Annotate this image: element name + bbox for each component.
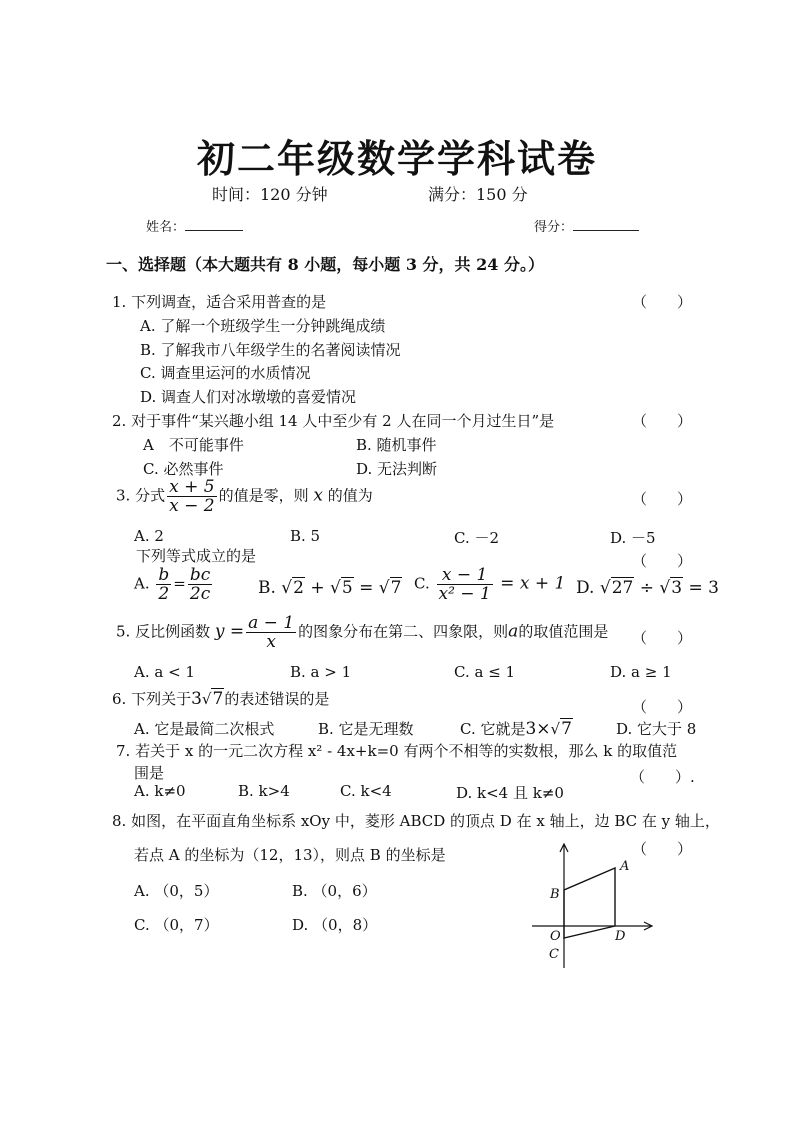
- page-title: 初二年级数学学科试卷: [196, 136, 597, 181]
- q5-option-a[interactable]: A. a < 1: [134, 663, 195, 681]
- q5-denominator: x: [266, 632, 276, 652]
- q4-d-rad2: 3: [671, 578, 683, 598]
- q4-option-d[interactable]: D. √27 ÷ √3 = 3: [576, 578, 719, 598]
- q4-b-label: B.: [258, 578, 276, 598]
- name-label: 姓名：: [146, 220, 186, 235]
- question-8-stem-2: 若点 A 的坐标为（12，13），则点 B 的坐标是: [134, 846, 446, 864]
- answer-paren-8[interactable]: （ ）: [632, 840, 693, 858]
- q8-option-c[interactable]: C. （0，7）: [134, 916, 219, 934]
- q3-option-a[interactable]: A. 2: [134, 527, 164, 545]
- label-a: A: [620, 859, 630, 874]
- score-label: 得分：: [534, 220, 574, 235]
- q3-post: 的值是零，则: [218, 486, 309, 505]
- q4-d-div: ÷: [634, 578, 660, 598]
- question-7-stem: 7. 若关于 x 的一元二次方程 x² - 4x+k=0 有两个不相等的实数根，那么 k 的取值范: [116, 742, 678, 760]
- label-b: B: [550, 887, 560, 902]
- q3-var: x: [313, 485, 323, 506]
- q5-y: y =: [214, 621, 245, 642]
- q4-a-num2: bc: [189, 565, 211, 585]
- q3-post2: 的值为: [327, 486, 373, 505]
- q5-option-b[interactable]: B. a > 1: [290, 663, 352, 681]
- q4-a-frac2: [188, 566, 212, 603]
- q7-option-a[interactable]: A. k≠0: [134, 782, 186, 800]
- q1-option-c[interactable]: C. 调查里运河的水质情况: [140, 364, 311, 382]
- q4-a-num1: b: [158, 565, 170, 585]
- q4-a-label: A.: [134, 574, 150, 593]
- question-3-stem: [116, 478, 373, 515]
- q3-denominator: x − 2: [169, 496, 215, 516]
- q4-option-b[interactable]: B. √2 + √5 = √7: [258, 578, 402, 598]
- q4-b-rad3: 7: [390, 578, 402, 598]
- q4-b-eq: =: [353, 578, 379, 598]
- name-blank[interactable]: [185, 218, 243, 231]
- answer-paren-1[interactable]: （ ）: [632, 293, 693, 311]
- score-blank[interactable]: [573, 218, 639, 231]
- q6-rad: 7: [212, 689, 224, 709]
- q4-c-den: x² − 1: [438, 584, 491, 604]
- answer-paren-6[interactable]: （ ）: [632, 698, 693, 716]
- q5-fraction: [246, 614, 296, 651]
- label-d: D: [615, 929, 626, 944]
- q4-b-rad2: 5: [341, 578, 353, 598]
- q4-c-frac: [437, 566, 493, 603]
- q8-option-d[interactable]: D. （0，8）: [292, 916, 378, 934]
- q6-coef: 3: [191, 689, 202, 709]
- q4-option-c[interactable]: [414, 566, 565, 603]
- q7-option-c[interactable]: C. k<4: [340, 782, 392, 800]
- q5-option-d[interactable]: D. a ≥ 1: [610, 663, 672, 681]
- q8-option-a[interactable]: A. （0，5）: [134, 882, 219, 900]
- q2-option-a[interactable]: A 不可能事件: [143, 436, 244, 454]
- q5-numerator: a − 1: [248, 613, 295, 633]
- q3-fraction: [167, 478, 216, 515]
- rhombus-abcd: [564, 868, 615, 938]
- q3-option-d[interactable]: D. －5: [610, 529, 656, 547]
- q7-option-b[interactable]: B. k>4: [238, 782, 290, 800]
- q2-option-c[interactable]: C. 必然事件: [143, 460, 224, 478]
- score-field[interactable]: [534, 216, 639, 235]
- answer-paren-5[interactable]: （ ）: [632, 629, 693, 647]
- q4-d-rad1: 27: [611, 578, 634, 598]
- q3-numerator: x + 5: [169, 477, 215, 497]
- q7-option-d[interactable]: D. k<4 且 k≠0: [456, 784, 564, 802]
- q6-c-pre: C. 它就是: [460, 720, 526, 738]
- section-heading: 一、选择题（本大题共有 8 小题，每小题 3 分，共 24 分。）: [106, 255, 544, 274]
- q8-option-b[interactable]: B. （0，6）: [292, 882, 377, 900]
- q4-option-a[interactable]: A. $\frac{b}{2}$ = $\frac{bc}{2c}$: [134, 565, 211, 604]
- q5-var: a: [508, 621, 519, 642]
- question-6-stem: 6. 下列关于3√7的表述错误的是: [112, 689, 330, 709]
- q4-c-num: x − 1: [437, 566, 493, 585]
- q4-a-den2: 2c: [189, 584, 211, 604]
- q6-option-d[interactable]: D. 它大于 8: [616, 720, 697, 738]
- q4-a-frac1: [156, 566, 171, 603]
- answer-paren-7[interactable]: （ ）.: [630, 768, 695, 786]
- q2-option-b[interactable]: B. 随机事件: [356, 436, 437, 454]
- label-o: O: [550, 929, 561, 944]
- q3-option-b[interactable]: B. 5: [290, 527, 321, 545]
- q1-option-a[interactable]: A. 了解一个班级学生一分钟跳绳成绩: [140, 317, 386, 335]
- question-8-stem: 8. 如图，在平面直角坐标系 xOy 中，菱形 ABCD 的顶点 D 在 x 轴上，边 BC 在 y 轴上，: [112, 812, 720, 830]
- q5-post: 的图象分布在第二、四象限，则: [298, 622, 509, 641]
- q6-c-coef: 3×: [525, 719, 551, 739]
- q1-option-d[interactable]: D. 调查人们对冰墩墩的喜爱情况: [140, 388, 357, 406]
- q1-option-b[interactable]: B. 了解我市八年级学生的名著阅读情况: [140, 341, 401, 359]
- q3-prefix: 3. 分式: [116, 486, 166, 505]
- question-5-stem: [116, 614, 608, 651]
- q6-option-c[interactable]: C. 它就是3×√7: [460, 719, 572, 739]
- exam-total-score: 满分：150 分: [428, 185, 528, 204]
- q6-option-b[interactable]: B. 它是无理数: [318, 720, 414, 738]
- question-1-stem: 1. 下列调查，适合采用普查的是: [112, 293, 327, 311]
- label-c: C: [549, 947, 559, 962]
- question-2-stem: 2. 对于事件“某兴趣小组 14 人中至少有 2 人在同一个月过生日”是: [112, 412, 555, 430]
- answer-paren-3[interactable]: （ ）: [632, 490, 693, 508]
- q4-c-label: C.: [414, 574, 430, 593]
- q6-post: 的表述错误的是: [224, 690, 330, 708]
- q3-option-c[interactable]: C. －2: [454, 529, 500, 547]
- rhombus-figure: [528, 840, 658, 970]
- q4-a-den1: 2: [158, 584, 170, 604]
- q4-d-label: D.: [576, 578, 595, 598]
- answer-paren-2[interactable]: （ ）: [632, 412, 693, 430]
- q6-option-a[interactable]: A. 它是最简二次根式: [134, 720, 275, 738]
- q6-c-rad: 7: [561, 719, 572, 739]
- q5-option-c[interactable]: C. a ≤ 1: [454, 663, 516, 681]
- exam-time: 时间：120 分钟: [212, 185, 328, 204]
- question-7-stem-2: 围是: [134, 764, 165, 782]
- q4-d-rhs: = 3: [683, 578, 719, 598]
- q4-b-plus: +: [304, 578, 331, 598]
- q2-option-d[interactable]: D. 无法判断: [356, 460, 438, 478]
- answer-paren-4[interactable]: （ ）: [632, 552, 693, 570]
- question-4-stem: 下列等式成立的是: [136, 547, 257, 565]
- q5-prefix: 5. 反比例函数: [116, 622, 211, 641]
- q6-prefix: 6. 下列关于: [112, 690, 192, 708]
- q5-post2: 的取值范围是: [518, 622, 609, 641]
- name-field[interactable]: [146, 216, 243, 235]
- q4-c-rhs: = x + 1: [494, 573, 566, 594]
- q4-b-rad1: 2: [293, 578, 304, 598]
